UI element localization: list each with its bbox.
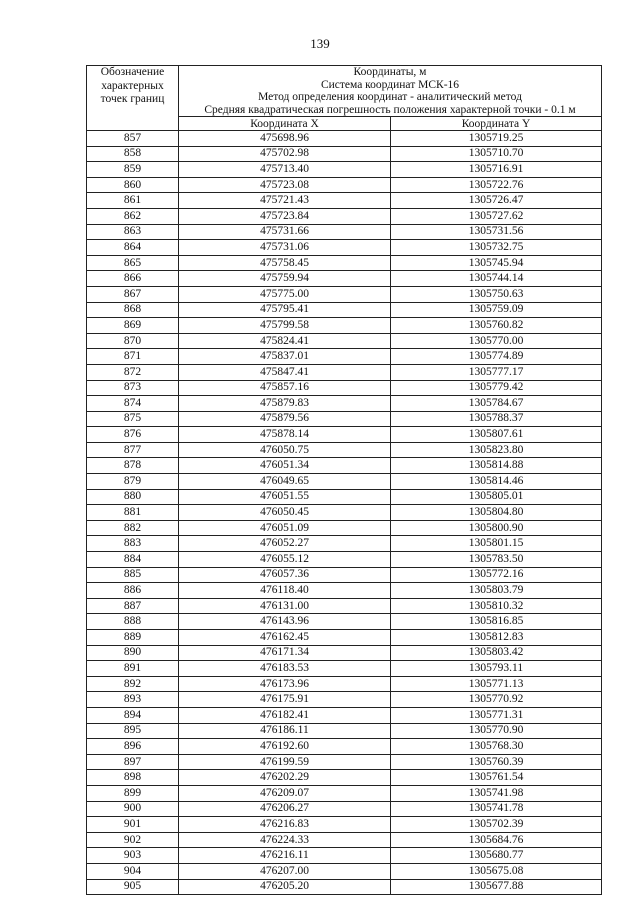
point-id-cell: 868 [87,302,179,318]
table-row [87,505,602,521]
table-row [87,707,602,723]
coordinate-x-header: Координата X [179,117,391,131]
point-id-cell: 871 [87,349,179,365]
table-row [87,630,602,646]
point-id-cell: 893 [87,692,179,708]
point-id-cell: 883 [87,536,179,552]
point-id-cell: 873 [87,380,179,396]
coordinate-x-cell: 475713.40 [179,162,391,178]
point-id-cell: 891 [87,661,179,677]
table-row [87,520,602,536]
coordinate-x-cell: 475775.00 [179,286,391,302]
coordinate-x-cell: 475723.08 [179,177,391,193]
coordinate-y-cell: 1305726.47 [391,193,602,209]
coordinate-x-cell: 476143.96 [179,614,391,630]
coordinate-y-cell: 1305772.16 [391,567,602,583]
point-id-cell: 890 [87,645,179,661]
table-row [87,224,602,240]
point-id-cell: 880 [87,489,179,505]
point-id-cell: 904 [87,863,179,879]
coordinate-x-cell: 475731.66 [179,224,391,240]
coordinate-y-cell: 1305807.61 [391,427,602,443]
table-row [87,333,602,349]
coordinates-table [86,65,602,895]
point-id-cell: 877 [87,442,179,458]
coordinate-y-cell: 1305823.80 [391,442,602,458]
table-row [87,458,602,474]
point-id-cell: 865 [87,255,179,271]
point-id-cell: 876 [87,427,179,443]
table-row [87,598,602,614]
coordinate-y-cell: 1305719.25 [391,131,602,147]
coordinate-x-cell: 476205.20 [179,879,391,895]
point-id-cell: 858 [87,146,179,162]
table-row [87,770,602,786]
header-line-system: Система координат МСК-16 [320,78,460,91]
point-id-cell: 862 [87,208,179,224]
coordinate-y-cell: 1305793.11 [391,661,602,677]
point-id-cell: 860 [87,177,179,193]
coordinate-x-cell: 475702.98 [179,146,391,162]
coordinate-x-cell: 476186.11 [179,723,391,739]
table-row [87,131,602,147]
coordinate-y-cell: 1305710.70 [391,146,602,162]
coordinate-y-cell: 1305810.32 [391,598,602,614]
coordinate-x-cell: 475795.41 [179,302,391,318]
coordinate-x-cell: 476131.00 [179,598,391,614]
coordinate-y-cell: 1305750.63 [391,286,602,302]
table-row [87,396,602,412]
coordinate-x-cell: 476175.91 [179,692,391,708]
coordinates-header [179,66,602,117]
table-row [87,271,602,287]
coordinate-x-cell: 476216.11 [179,848,391,864]
coordinate-y-cell: 1305680.77 [391,848,602,864]
coordinate-y-cell: 1305804.80 [391,505,602,521]
coordinate-x-cell: 475698.96 [179,131,391,147]
point-id-cell: 857 [87,131,179,147]
point-id-cell: 864 [87,240,179,256]
coordinate-y-cell: 1305675.08 [391,863,602,879]
coordinate-y-cell: 1305801.15 [391,536,602,552]
coordinate-x-cell: 476055.12 [179,552,391,568]
point-id-cell: 888 [87,614,179,630]
point-id-cell: 869 [87,318,179,334]
coordinate-y-header: Координата Y [391,117,602,131]
coordinate-y-cell: 1305741.78 [391,801,602,817]
table-row [87,583,602,599]
point-id-cell: 881 [87,505,179,521]
point-id-cell: 898 [87,770,179,786]
coordinate-y-cell: 1305803.42 [391,645,602,661]
coordinate-y-cell: 1305716.91 [391,162,602,178]
point-id-cell: 899 [87,785,179,801]
point-id-cell: 896 [87,739,179,755]
coordinate-y-cell: 1305779.42 [391,380,602,396]
coordinate-y-cell: 1305677.88 [391,879,602,895]
coordinate-x-cell: 475758.45 [179,255,391,271]
point-id-cell: 905 [87,879,179,895]
table-row [87,552,602,568]
coordinate-x-cell: 476051.09 [179,520,391,536]
point-designation-header: Обозначение характерных точек границ [87,66,179,131]
coordinate-y-cell: 1305812.83 [391,630,602,646]
coordinate-x-cell: 476207.00 [179,863,391,879]
table-row [87,255,602,271]
coordinate-y-cell: 1305731.56 [391,224,602,240]
coordinate-x-cell: 476209.07 [179,785,391,801]
table-row [87,879,602,895]
coordinate-x-cell: 476162.45 [179,630,391,646]
header-line-accuracy: Средняя квадратическая погрешность положения характерной точки - 0.1 м [204,103,576,116]
table-row [87,832,602,848]
table-row [87,349,602,365]
table-row [87,302,602,318]
table-row [87,536,602,552]
coordinate-y-cell: 1305816.85 [391,614,602,630]
point-id-cell: 895 [87,723,179,739]
coordinate-x-cell: 475879.83 [179,396,391,412]
point-id-cell: 885 [87,567,179,583]
table-row [87,614,602,630]
coordinate-y-cell: 1305774.89 [391,349,602,365]
coordinate-x-cell: 475731.06 [179,240,391,256]
coordinate-x-cell: 476206.27 [179,801,391,817]
coordinate-y-cell: 1305800.90 [391,520,602,536]
table-row [87,380,602,396]
coordinate-y-cell: 1305759.09 [391,302,602,318]
table-row [87,754,602,770]
coordinate-y-cell: 1305761.54 [391,770,602,786]
coordinate-y-cell: 1305771.31 [391,707,602,723]
point-id-cell: 897 [87,754,179,770]
table-header-row [87,66,602,117]
coordinate-x-cell: 476183.53 [179,661,391,677]
coordinate-y-cell: 1305770.00 [391,333,602,349]
table-row [87,208,602,224]
point-id-cell: 887 [87,598,179,614]
point-id-cell: 861 [87,193,179,209]
page-number: 139 [310,36,330,51]
coordinate-y-cell: 1305741.98 [391,785,602,801]
point-id-cell: 863 [87,224,179,240]
coordinate-y-cell: 1305727.62 [391,208,602,224]
table-row [87,848,602,864]
point-id-cell: 886 [87,583,179,599]
table-row [87,427,602,443]
coordinate-y-cell: 1305768.30 [391,739,602,755]
coordinate-y-cell: 1305684.76 [391,832,602,848]
coordinate-y-cell: 1305770.90 [391,723,602,739]
coordinate-x-cell: 476057.36 [179,567,391,583]
point-id-cell: 902 [87,832,179,848]
table-row [87,489,602,505]
coordinate-x-cell: 475721.43 [179,193,391,209]
table-row [87,567,602,583]
point-id-cell: 900 [87,801,179,817]
coordinate-x-cell: 476173.96 [179,676,391,692]
table-row [87,146,602,162]
header-line-method: Метод определения координат - аналитический метод [258,91,522,103]
coordinate-x-cell: 475824.41 [179,333,391,349]
coordinate-y-cell: 1305771.13 [391,676,602,692]
coordinate-y-cell: 1305770.92 [391,692,602,708]
table-row [87,318,602,334]
coordinate-x-cell: 475879.56 [179,411,391,427]
point-id-cell: 884 [87,552,179,568]
coordinate-x-cell: 476050.75 [179,442,391,458]
table-row [87,411,602,427]
point-id-cell: 859 [87,162,179,178]
table-row [87,364,602,380]
coordinate-y-cell: 1305745.94 [391,255,602,271]
table-body [87,131,602,895]
coordinate-x-cell: 475847.41 [179,364,391,380]
table-row [87,193,602,209]
coordinate-y-cell: 1305760.82 [391,318,602,334]
point-id-cell: 903 [87,848,179,864]
table-row [87,474,602,490]
coordinate-x-cell: 476171.34 [179,645,391,661]
point-id-cell: 874 [87,396,179,412]
point-id-cell: 878 [87,458,179,474]
point-id-cell: 879 [87,474,179,490]
point-id-cell: 870 [87,333,179,349]
coordinate-y-cell: 1305803.79 [391,583,602,599]
point-id-cell: 872 [87,364,179,380]
table-row [87,801,602,817]
point-id-cell: 889 [87,630,179,646]
table-row [87,676,602,692]
table-row [87,661,602,677]
coordinate-x-cell: 476202.29 [179,770,391,786]
coordinate-y-cell: 1305805.01 [391,489,602,505]
table-row [87,863,602,879]
coordinate-y-cell: 1305744.14 [391,271,602,287]
coordinate-y-cell: 1305732.75 [391,240,602,256]
coordinate-x-cell: 476182.41 [179,707,391,723]
point-id-cell: 901 [87,817,179,833]
coordinate-y-cell: 1305783.50 [391,552,602,568]
coordinate-x-cell: 475759.94 [179,271,391,287]
table-row [87,692,602,708]
table-row [87,162,602,178]
header-line-units: Координаты, м [353,66,427,78]
coordinate-x-cell: 475837.01 [179,349,391,365]
point-id-cell: 875 [87,411,179,427]
coordinate-y-cell: 1305814.88 [391,458,602,474]
coordinate-x-cell: 476118.40 [179,583,391,599]
point-id-cell: 882 [87,520,179,536]
coordinate-y-cell: 1305814.46 [391,474,602,490]
table-row [87,442,602,458]
coordinate-y-cell: 1305702.39 [391,817,602,833]
coordinate-x-cell: 475878.14 [179,427,391,443]
table-row [87,240,602,256]
table-row [87,177,602,193]
coordinate-x-cell: 476192.60 [179,739,391,755]
table-row [87,286,602,302]
coordinate-x-cell: 476051.34 [179,458,391,474]
coordinate-y-cell: 1305777.17 [391,364,602,380]
coordinate-y-cell: 1305788.37 [391,411,602,427]
coordinate-x-cell: 476052.27 [179,536,391,552]
coordinate-y-cell: 1305760.39 [391,754,602,770]
table-row [87,723,602,739]
point-id-cell: 892 [87,676,179,692]
coordinate-x-cell: 475723.84 [179,208,391,224]
coordinate-x-cell: 476049.65 [179,474,391,490]
table-row [87,739,602,755]
coordinate-x-cell: 476050.45 [179,505,391,521]
coordinate-x-cell: 476199.59 [179,754,391,770]
table-row [87,645,602,661]
coordinate-x-cell: 476051.55 [179,489,391,505]
table-row [87,785,602,801]
point-id-cell: 866 [87,271,179,287]
point-id-cell: 867 [87,286,179,302]
table-row [87,817,602,833]
coordinate-x-cell: 476224.33 [179,832,391,848]
coordinate-y-cell: 1305722.76 [391,177,602,193]
coordinate-y-cell: 1305784.67 [391,396,602,412]
coordinate-x-cell: 475857.16 [179,380,391,396]
coordinate-x-cell: 475799.58 [179,318,391,334]
coordinate-x-cell: 476216.83 [179,817,391,833]
point-id-cell: 894 [87,707,179,723]
